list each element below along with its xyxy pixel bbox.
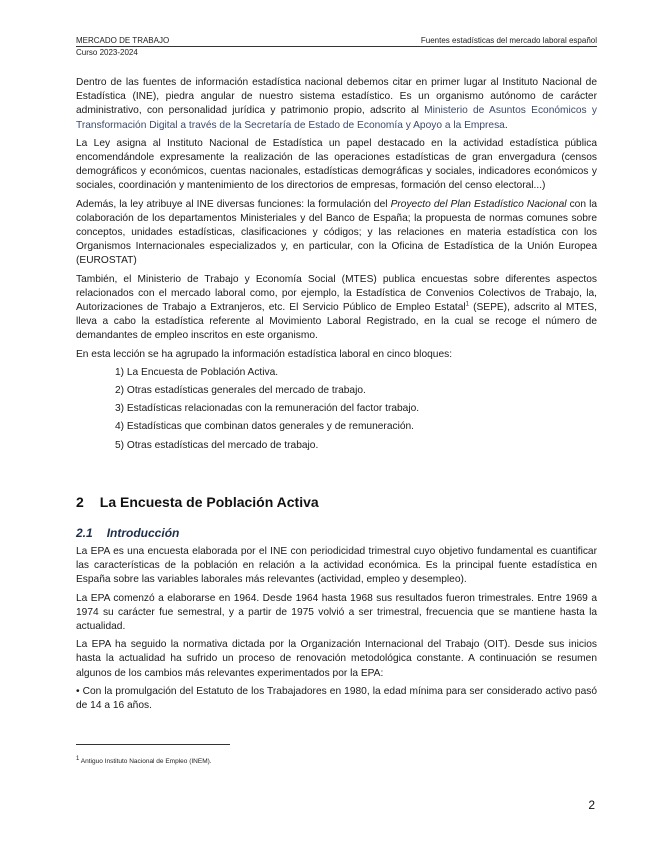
running-header: [76, 36, 597, 46]
list-item: 3) Estadísticas relacionadas con la remuneración del factor trabajo.: [115, 403, 420, 415]
footnote-reference[interactable]: 1: [465, 301, 469, 308]
epa-section: [76, 545, 597, 717]
list-item: 2) Otras estadísticas generales del mercado de trabajo.: [115, 385, 366, 397]
paragraph-text: También, el Ministerio de Trabajo y Economía Social (MTES) publica encuestas sobre diferentes aspectos relacionados con el mercado laboral como, por ejemplo, la Estadística de Convenios Colectivos de Trabajo, la, Autorizaciones de Trabajo a Extranjeros, etc. El Servicio Público de Empleo Estatal: [76, 273, 597, 314]
paragraph-text: .: [504, 119, 508, 131]
paragraph-epa-bullet: • Con la promulgación del Estatuto de los Trabajadores en 1980, la edad mínima para ser considerado activo pasó de 14 a 16 años.: [76, 685, 597, 712]
paragraph-epa-history: La EPA comenzó a elaborarse en 1964. Desde 1964 hasta 1968 sus resultados fueron trimestrales. Entre 1969 a 1974 su carácter fue semestral, y a partir de 1975 volvió a ser trimestral, frecuencia que se mantiene hasta la actualidad.: [76, 592, 597, 633]
subsection-title: Introducción: [106, 526, 180, 540]
list-item: 1) La Encuesta de Población Activa.: [115, 366, 279, 378]
section-number: 2: [76, 494, 84, 510]
header-course: Curso 2023-2024: [76, 48, 138, 57]
subsection-number: 2.1: [76, 526, 93, 540]
header-topic: Fuentes estadísticas del mercado laboral español: [420, 36, 597, 45]
paragraph-text: con la colaboración de los departamentos Ministeriales y del Banco de España; la propuesta de normas comunes sobre conceptos, unidades estadísticas, clasificaciones y códigos; y las relaciones en materia estadística con los Organismos Internacionales especializados y, en particular, con la Oficina de Estadística de la Unión Europea (EUROSTAT): [76, 198, 597, 267]
section-title: La Encuesta de Población Activa: [99, 494, 319, 510]
subsection-heading: [76, 526, 179, 540]
paragraph-funciones: [76, 198, 597, 269]
paragraph-bloques: En esta lección se ha agrupado la información estadística laboral en cinco bloques:: [76, 348, 453, 360]
paragraph-text: Dentro de las fuentes de información estadística nacional debemos citar en primer lugar al Instituto Nacional de Estadística (INE), piedra angular de nuestro sistema estadístico. Es un organismo autónomo de carácter administrativo, con personalidad jurídica y patrimonio propio, adscrito al: [76, 77, 597, 117]
header-subject: MERCADO DE TRABAJO: [76, 36, 170, 45]
page-number: 2: [588, 798, 595, 812]
paragraph-ley: La Ley asigna al Instituto Nacional de Estadística un papel destacado en la actividad estadística pública encomendándole expresamente la realización de las operaciones estadísticas de gran envergadura (censos demográficos y económicos, cuentas nacionales, estadísticas demográficas y sociales, indicadores económicos y sociales, coordinación y mantenimiento de los directorios de empresas, formación del censo electoral...): [76, 137, 597, 192]
list-item: 5) Otras estadísticas del mercado de trabajo.: [115, 439, 319, 451]
blocks-list: [76, 366, 597, 453]
footnote-text: Antiguo Instituto Nacional de Empleo (INEM).: [79, 758, 212, 765]
footnote-divider: [76, 744, 230, 745]
section-heading: [76, 494, 319, 510]
footnote-mark: 1: [76, 755, 80, 762]
paragraph-epa-oit: La EPA ha seguido la normativa dictada por la Organización Internacional del Trabajo (OIT). Desde sus inicios hasta la actualidad ha sufrido un proceso de renovación metodológica constante. A continuación se resumen algunos de los cambios más relevantes experimentados por la EPA:: [76, 639, 597, 679]
paragraph-text: (SEPE), adscrito al MTES, lleva a cabo la estadística referente al Movimiento Laboral Registrado, en la cual se recoge el número de demandantes de empleo inscritos en este organismo.: [76, 302, 597, 342]
list-item: 4) Estadísticas que combinan datos generales y de remuneración.: [115, 421, 415, 433]
paragraph-ine: [76, 76, 597, 133]
header-divider: [76, 46, 597, 47]
paragraph-text: Además, la ley atribuye al INE diversas funciones: la formulación del: [76, 198, 391, 210]
paragraph-epa-definition: La EPA es una encuesta elaborada por el INE con periodicidad trimestral cuyo objetivo fundamental es cuantificar las características de la población en relación a la actividad económica. Es la principal fuente estadística en España sobre las variables laborales más relevantes (actividad, empleo y desempleo).: [76, 546, 597, 586]
paragraph-mtes: [76, 273, 597, 344]
intro-section: [76, 76, 597, 457]
plan-title: Proyecto del Plan Estadístico Nacional: [390, 198, 567, 210]
footnote: [76, 755, 212, 765]
ministry-link[interactable]: Ministerio de Asuntos Económicos y Transformación Digital a través de la Secretaría de Estado de Economía y Apoyo a la Empresa: [76, 105, 597, 131]
